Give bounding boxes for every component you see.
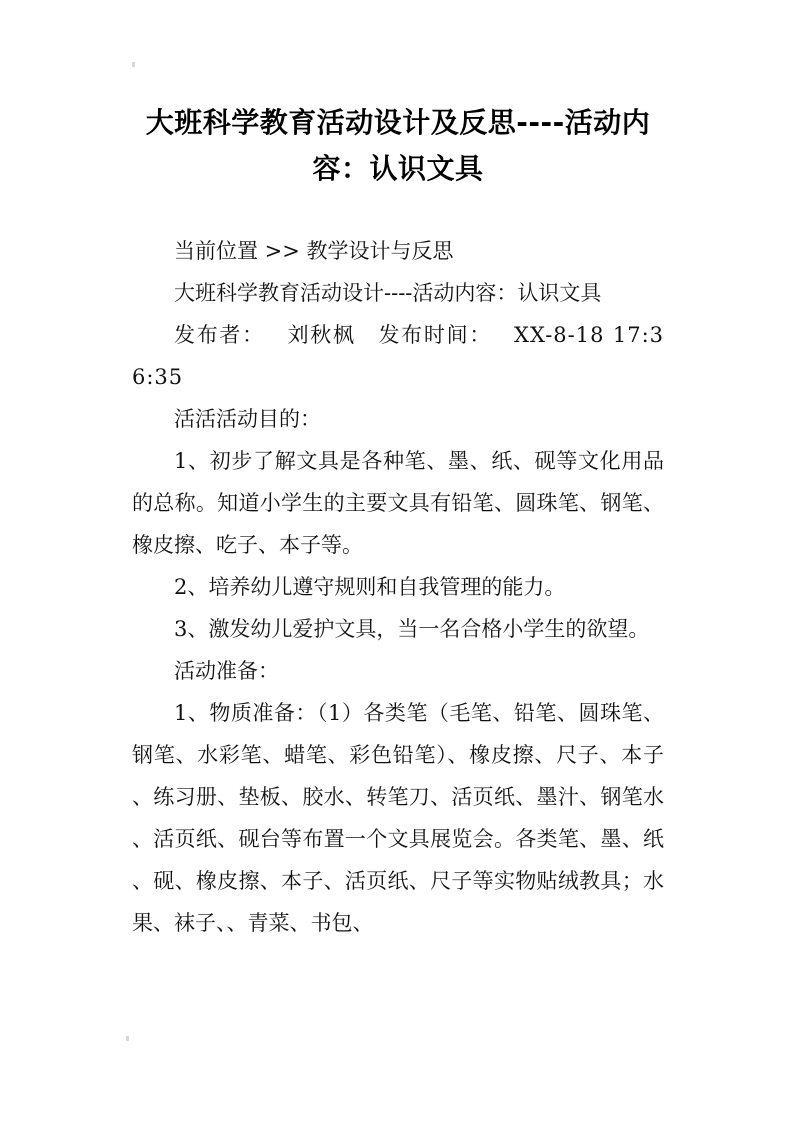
- scan-mark: [126, 1036, 129, 1041]
- goal-item: 2、培养幼儿遵守规则和自我管理的能力。: [174, 575, 566, 599]
- document-title: 大班科学教育活动设计及反思----活动内容：认识文具: [145, 106, 651, 185]
- section-heading-preparation: 活动准备：: [174, 659, 279, 683]
- document-body: [132, 230, 664, 944]
- publish-time: XX-8-18 17:36:35: [132, 323, 665, 389]
- goal-item: 3、激发幼儿爱护文具，当一名合格小学生的欲望。: [174, 617, 650, 641]
- publish-info: [132, 314, 664, 398]
- publish-time-label: 发布时间：: [377, 323, 493, 347]
- publisher-name: 刘秋枫: [286, 323, 356, 347]
- goal-item: 1、初步了解文具是各种笔、墨、纸、砚等文化用品的总称。知道小学生的主要文具有铅笔、圆珠笔、钢笔、橡皮擦、吃子、本子等。: [132, 449, 664, 557]
- article-subtitle: 大班科学教育活动设计----活动内容：认识文具: [174, 281, 602, 305]
- breadcrumb: 当前位置 >> 教学设计与反思: [174, 239, 454, 263]
- publisher-label: 发布者：: [174, 323, 265, 347]
- section-heading-goals: 活活活动目的：: [174, 407, 321, 431]
- preparation-item: 1、物质准备：（1）各类笔（毛笔、铅笔、圆珠笔、钢笔、水彩笔、蜡笔、彩色铅笔）、橡皮擦、尺子、本子、练习册、垫板、胶水、转笔刀、活页纸、墨汁、钢笔水、活页纸、砚台等布置一个文具展览会。各类笔、墨、纸、砚、橡皮擦、本子、活页纸、尺子等实物贴绒教具；水果、袜子、、青菜、书包、: [132, 701, 664, 935]
- scan-mark: [132, 62, 135, 67]
